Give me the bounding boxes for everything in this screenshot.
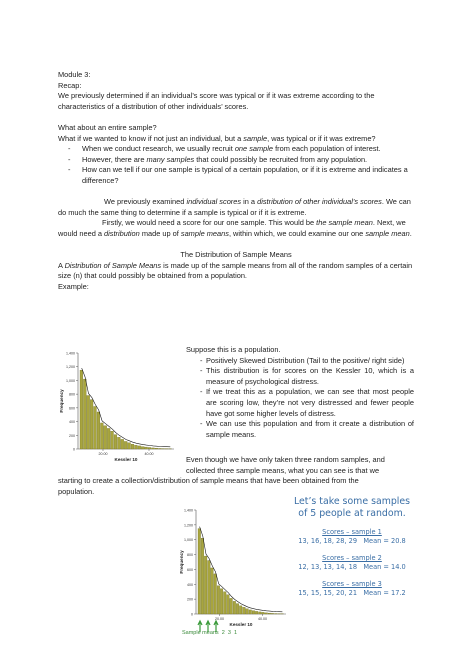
histogram-svg bbox=[58, 345, 178, 465]
histogram-bar bbox=[271, 613, 274, 614]
histogram-bar bbox=[90, 400, 93, 449]
histogram-bar bbox=[246, 609, 249, 614]
bullet-item: - This distribution is for scores on the Kessler 10, which is a measure of psychological distress. bbox=[186, 366, 414, 387]
y-tick-label: 1,200 bbox=[184, 523, 193, 528]
y-tick-label: 1,000 bbox=[66, 378, 75, 383]
histogram-bar bbox=[111, 431, 114, 449]
histogram-bar bbox=[198, 529, 201, 614]
sample-values: 12, 13, 13, 14, 18 Mean = 14.0 bbox=[298, 563, 406, 571]
histogram-bar bbox=[135, 445, 138, 449]
module-title: Module 3: bbox=[58, 70, 91, 79]
histogram-bar bbox=[220, 589, 223, 614]
histogram-bar bbox=[131, 444, 134, 449]
histogram-bar bbox=[243, 607, 246, 614]
summary-text bbox=[58, 455, 414, 497]
histogram-bar bbox=[265, 613, 268, 614]
slide-title: Let’s take some samples of 5 people at random. bbox=[293, 496, 411, 519]
x-axis-label: Kessler 10 bbox=[114, 457, 138, 462]
bullet-item: - If we treat this as a population, we can see that most people are scoring low, they’re not very distressed and fewer people have got some higher levels of distress. bbox=[186, 387, 414, 419]
summary-line: starting to create a collection/distribution of sample means that have been obtained from the bbox=[58, 476, 359, 486]
sample-question-1: What about an entire sample? bbox=[58, 122, 157, 132]
histogram-bar bbox=[94, 406, 97, 449]
histogram-bar bbox=[227, 595, 230, 614]
y-tick-label: 1,000 bbox=[184, 538, 193, 543]
x-axis-label: Kessler 10 bbox=[229, 622, 253, 627]
example-explanation bbox=[186, 345, 414, 440]
histogram-bar bbox=[204, 556, 207, 614]
histogram-bar bbox=[252, 611, 255, 614]
histogram-bar bbox=[214, 574, 217, 614]
summary-line: population. bbox=[58, 486, 95, 496]
histogram-bar bbox=[83, 379, 86, 449]
histogram-bar bbox=[148, 447, 151, 449]
paragraph-sample-mean: Firstly, we would need a score for our one sample. This would be the sample mean. Next, we would need a distribution made up of sample means, within which, we could examine our one sample mean. bbox=[58, 218, 412, 238]
histogram-bar bbox=[201, 538, 204, 614]
histogram-bar bbox=[145, 447, 148, 449]
histogram-bar bbox=[211, 568, 214, 614]
y-axis-label: Frequency bbox=[179, 550, 184, 574]
bullet-item: - Positively Skewed Distribution (Tail to the positive/ right side) bbox=[186, 356, 414, 367]
histogram-bar bbox=[208, 561, 211, 614]
y-tick-label: 200 bbox=[69, 433, 75, 438]
histogram-bar bbox=[230, 598, 233, 614]
histogram-bar bbox=[121, 439, 124, 449]
paragraph-individual-scores: We previously examined individual scores in a distribution of other individual’s scores. We can do much the same thing to determine if a sample is typical or if it is extreme. bbox=[58, 197, 411, 217]
definition-text: A Distribution of Sample Means is made up of the sample means from all of the random samples of a certain size (n) that could possibly be obtained from a population. bbox=[58, 260, 413, 281]
histogram-bar bbox=[259, 612, 262, 614]
histogram-bar bbox=[97, 412, 100, 449]
sample-question-2: What if we wanted to know if not just an individual, but a sample, was typical or if it was extreme? bbox=[58, 133, 376, 143]
histogram-bar bbox=[268, 613, 271, 614]
histogram-bar bbox=[141, 447, 144, 449]
histogram-bar bbox=[262, 612, 265, 614]
sample-label: Scores – sample 3 bbox=[322, 580, 382, 588]
recap-text: We previously determined if an individual’s score was typical or if it was extreme according to the characteristics of a distribution of other individuals’ scores. bbox=[58, 91, 375, 111]
histogram-bar bbox=[158, 448, 161, 449]
y-tick-label: 1,400 bbox=[66, 351, 75, 356]
histogram-bar bbox=[117, 437, 120, 449]
y-tick-label: 400 bbox=[69, 420, 75, 425]
right-intro: Suppose this is a population. bbox=[186, 345, 281, 354]
section-title: The Distribution of Sample Means bbox=[180, 250, 292, 260]
document-body bbox=[58, 70, 414, 292]
sample-label: Scores – sample 1 bbox=[322, 528, 382, 536]
x-tick-label: 40.00 bbox=[144, 452, 154, 456]
histogram-bar bbox=[233, 601, 236, 614]
y-tick-label: 800 bbox=[69, 392, 75, 397]
histogram-bar bbox=[138, 446, 141, 449]
slide-histogram-svg bbox=[178, 502, 290, 636]
histogram-bar bbox=[223, 592, 226, 614]
samples-slide bbox=[292, 496, 412, 606]
example-label: Example: bbox=[58, 281, 89, 291]
histogram-bar bbox=[255, 611, 258, 614]
histogram-bar bbox=[114, 435, 117, 449]
bullet-item: - When we conduct research, we usually recruit one sample from each population of interest. bbox=[58, 144, 414, 155]
bullet-item: - How can we tell if our one sample is typical of a certain population, or if it is extreme and indicates a difference? bbox=[58, 165, 414, 186]
sample-label: Scores – sample 2 bbox=[322, 554, 382, 562]
histogram-bar bbox=[87, 396, 90, 449]
histogram-bar bbox=[107, 428, 110, 449]
slide-histogram bbox=[178, 502, 290, 636]
y-tick-label: 200 bbox=[187, 597, 193, 602]
y-tick-label: 1,400 bbox=[184, 508, 193, 513]
recap-heading: Recap: bbox=[58, 80, 82, 90]
histogram-bar bbox=[152, 448, 155, 449]
histogram-bar bbox=[100, 423, 103, 449]
histogram-bar bbox=[249, 610, 252, 614]
y-tick-label: 800 bbox=[187, 553, 193, 558]
y-tick-label: 0 bbox=[191, 612, 193, 617]
population-histogram bbox=[58, 345, 178, 465]
y-axis-label: Frequency bbox=[59, 389, 64, 413]
histogram-bar bbox=[80, 370, 83, 449]
histogram-bar bbox=[239, 606, 242, 614]
bullet-item: - We can use this population and from it create a distribution of sample means. bbox=[186, 419, 414, 440]
histogram-bar bbox=[128, 443, 131, 449]
y-tick-label: 1,200 bbox=[66, 365, 75, 370]
sample-means-label: Sample means 2 3 1 bbox=[182, 630, 238, 636]
sample-values: 15, 15, 15, 20, 21 Mean = 17.2 bbox=[298, 589, 406, 597]
y-tick-label: 600 bbox=[69, 406, 75, 411]
x-tick-label: 20.00 bbox=[215, 617, 224, 621]
histogram-bar bbox=[217, 586, 220, 614]
y-tick-label: 600 bbox=[187, 567, 193, 572]
bullet-item: - However, there are many samples that could possibly be recruited from any population. bbox=[58, 155, 414, 166]
x-tick-label: 40.00 bbox=[258, 617, 267, 621]
sample-values: 13, 16, 18, 28, 29 Mean = 20.8 bbox=[298, 537, 406, 545]
histogram-bar bbox=[124, 441, 127, 449]
y-tick-label: 0 bbox=[73, 447, 75, 452]
histogram-bar bbox=[155, 448, 158, 449]
summary-line: Even though we have only taken three random samples, and bbox=[186, 455, 385, 464]
histogram-bar bbox=[104, 426, 107, 449]
histogram-bar bbox=[236, 604, 239, 614]
summary-line: collected three sample means, what you can see is that we bbox=[186, 465, 380, 475]
y-tick-label: 400 bbox=[187, 582, 193, 587]
x-tick-label: 20.00 bbox=[98, 452, 108, 456]
